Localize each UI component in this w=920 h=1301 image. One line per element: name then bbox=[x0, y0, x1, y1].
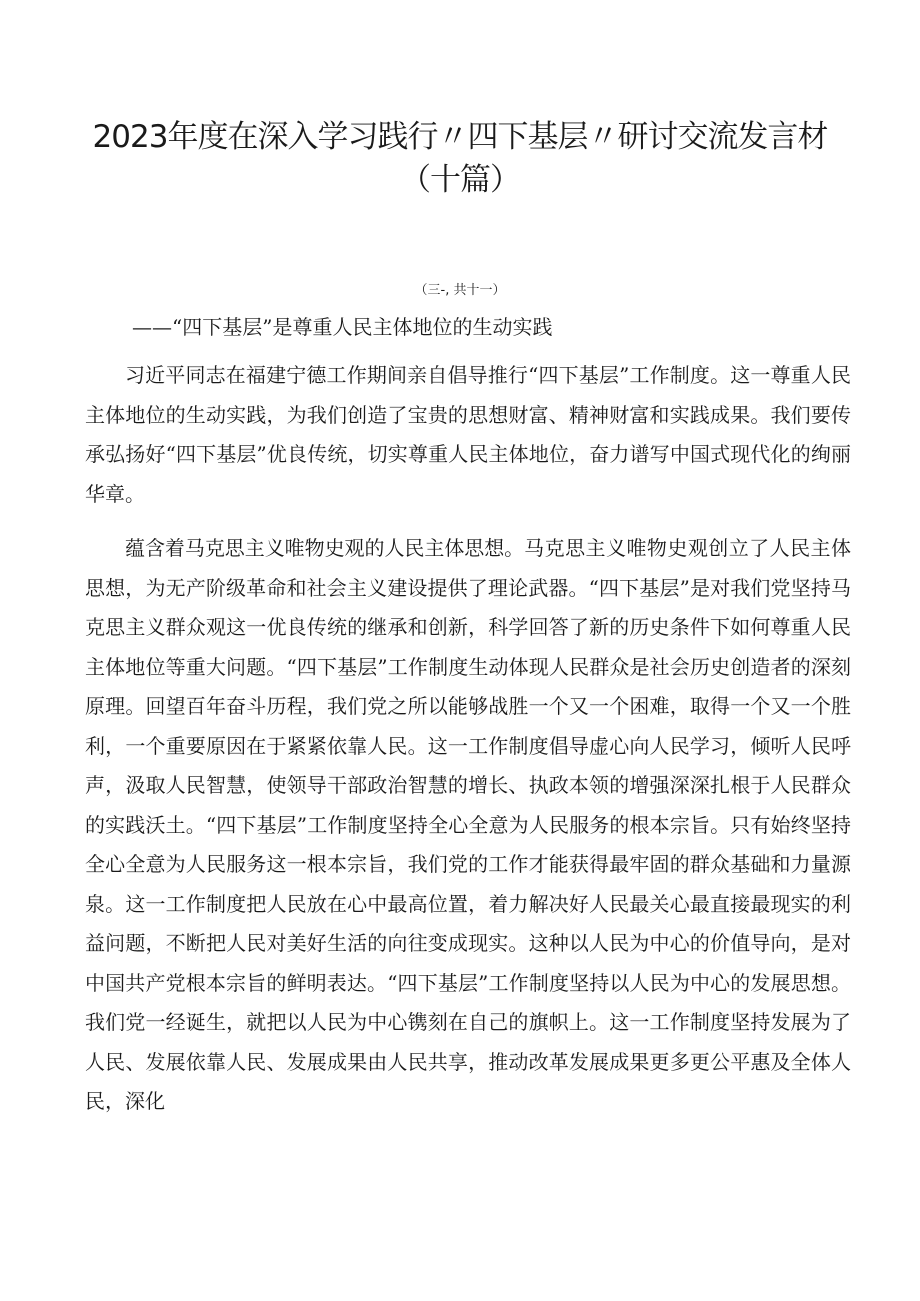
paragraph-main bbox=[85, 529, 851, 1122]
paragraph-lead-sentence: 蕴含着马克思主义唯物史观的人民主体思想。 bbox=[125, 536, 525, 560]
document-title-line-1: 2023年度在深入学习践行〃四下基层〃研讨交流发言材 bbox=[92, 119, 828, 155]
paragraph-body-text: 马克思主义唯物史观创立了人民主体思想，为无产阶级革命和社会主义建设提供了理论武器。“四下基层”是对我们党坚持马克思主义群众观这一优良传统的继承和创新，科学回答了新的历史条件下如何尊重人民主体地位等重大问题。“四下基层”工作制度生动体现人民群众是社会历史创造者的深刻原理。回望百年奋斗历程，我们党之所以能够战胜一个又一个困难，取得一个又一个胜利，一个重要原因在于紧紧依靠人民。这一工作制度倡导虚心向人民学习，倾听人民呼声，汲取人民智慧，使领导干部政治智慧的增长、执政本领的增强深深扎根于人民群众的实践沃土。“四下基层”工作制度坚持全心全意为人民服务的根本宗旨。只有始终坚持全心全意为人民服务这一根本宗旨，我们党的工作才能获得最牢固的群众基础和力量源泉。这一工作制度把人民放在心中最高位置，着力解决好人民最关心最直接最现实的利益问题，不断把人民对美好生活的向往变成现实。这种以人民为中心的价值导向，是对中国共产党根本宗旨的鲜明表达。“四下基层”工作制度坚持以人民为中心的发展思想。我们党一经诞生，就把以人民为中心镌刻在自己的旗帜上。这一工作制度坚持发展为了人民、发展依靠人民、发展成果由人民共享，推动改革发展成果更多更公平惠及全体人民，深化 bbox=[85, 536, 852, 1113]
document-title-line-2: （十篇） bbox=[400, 162, 520, 198]
paragraph-intro: 习近平同志在福建宁德工作期间亲自倡导推行“四下基层”工作制度。这一尊重人民主体地位的生动实践，为我们创造了宝贵的思想财富、精神财富和实践成果。我们要传承弘扬好“四下基层”优良传统，切实尊重人民主体地位，奋力谱写中国式现代化的绚丽华章。 bbox=[85, 363, 851, 506]
section-subheading: ——“四下基层”是尊重人民主体地位的生动实践 bbox=[132, 315, 553, 339]
section-index: （三-, 共十一） bbox=[414, 283, 506, 298]
